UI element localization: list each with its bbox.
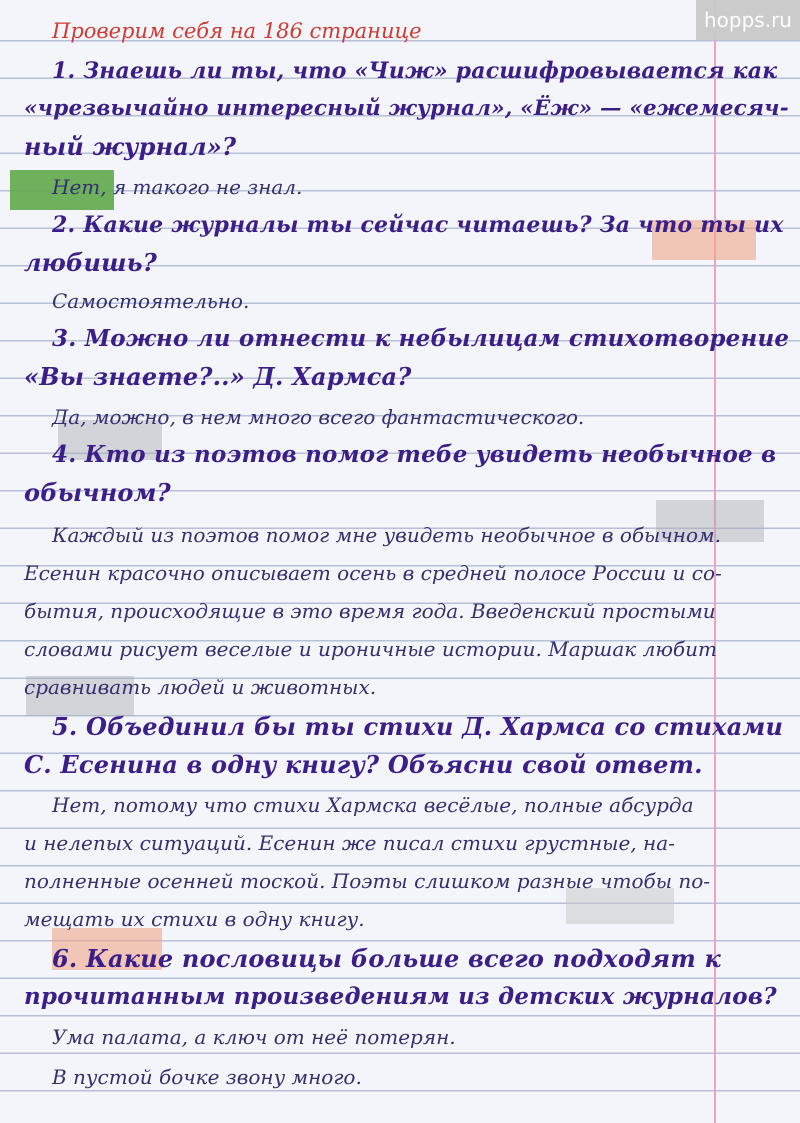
question-2-line-1: 2. Какие журналы ты сейчас читаешь? За что ты их xyxy=(52,212,784,238)
answer-4-line-5: сравнивать людей и животных. xyxy=(24,675,377,699)
question-3-line-2: «Вы знаете?..» Д. Хармса? xyxy=(24,362,412,391)
question-4-line-1: 4. Кто из поэтов помог тебе увидеть необычное в xyxy=(52,441,777,468)
answer-4-line-1: Каждый из поэтов помог мне увидеть необычное в обычном. xyxy=(52,523,721,547)
answer-5-line-4: мещать их стихи в одну книгу. xyxy=(24,907,365,931)
question-1-line-3: ный журнал»? xyxy=(24,132,237,161)
answer-3: Да, можно, в нем много всего фантастического. xyxy=(52,405,585,429)
page-title: Проверим себя на 186 странице xyxy=(52,19,422,43)
question-3-line-1: 3. Можно ли отнести к небылицам стихотворение xyxy=(52,325,790,352)
answer-4-line-3: бытия, происходящие в это время года. Введенский простыми xyxy=(24,599,716,623)
answer-4-line-4: словами рисует веселые и ироничные истории. Маршак любит xyxy=(24,637,717,661)
answer-5-line-3: полненные осенней тоской. Поэты слишком разные чтобы по- xyxy=(24,869,711,893)
question-5-line-1: 5. Объединил бы ты стихи Д. Хармса со стихами xyxy=(52,712,784,741)
question-2-line-2: любишь? xyxy=(24,248,158,277)
question-1-line-2: «чрезвычайно интересный журнал», «Ёж» — «ежемесяч- xyxy=(24,96,789,121)
question-5-line-2: С. Есенина в одну книгу? Объясни свой ответ. xyxy=(24,750,703,779)
answer-4-line-2: Есенин красочно описывает осень в средней полосе России и со- xyxy=(24,561,722,585)
answer-2: Самостоятельно. xyxy=(52,289,250,313)
answer-6-line-2: В пустой бочке звону много. xyxy=(52,1065,362,1089)
answer-1: Нет, я такого не знал. xyxy=(52,175,303,199)
answer-6-line-1: Ума палата, а ключ от неё потерян. xyxy=(52,1025,456,1049)
question-6-line-1: 6. Какие пословицы больше всего подходят к xyxy=(52,944,721,973)
question-4-line-2: обычном? xyxy=(24,478,171,507)
watermark-logo: hopps.ru xyxy=(696,0,800,40)
answer-5-line-2: и нелепых ситуаций. Есенин же писал стихи грустные, на- xyxy=(24,831,675,855)
question-1-line-1: 1. Знаешь ли ты, что «Чиж» расшифровывается как xyxy=(52,58,778,84)
answer-5-line-1: Нет, потому что стихи Хармска весёлые, полные абсурда xyxy=(52,793,694,817)
question-6-line-2: прочитанным произведениям из детских журналов? xyxy=(24,983,777,1010)
